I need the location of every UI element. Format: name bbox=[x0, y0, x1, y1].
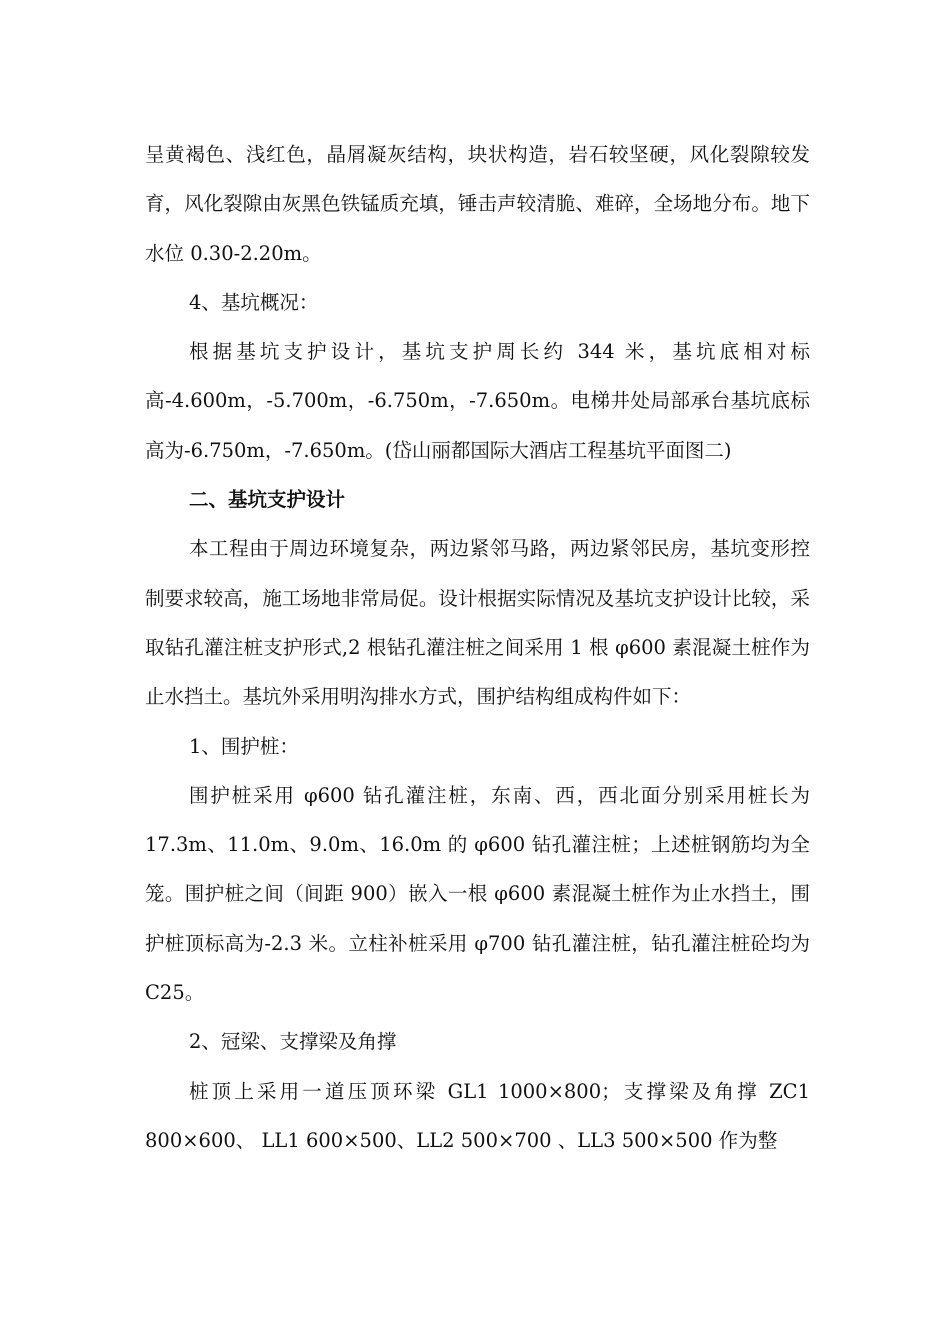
subheading-beams-braces: 2、冠梁、支撑梁及角撑 bbox=[189, 1030, 397, 1054]
paragraph-pit-overview: 根据基坑支护设计，基坑支护周长约 344 米，基坑底相对标高-4.600m，-5.700m，-6.750m，-7.650m。电梯井处局部承台基坑底标高为-6.750m，-7.650m。(岱山丽都国际大酒店工程基坑平面图二) bbox=[145, 340, 810, 462]
paragraph-geology: 呈黄褐色、浅红色，晶屑凝灰结构，块状构造，岩石较坚硬，风化裂隙较发育，风化裂隙由灰黑色铁锰质充填，锤击声较清脆、难碎，全场地分布。地下水位 0.30-2.20m。 bbox=[145, 143, 810, 265]
subheading-retaining-piles: 1、围护桩： bbox=[189, 734, 299, 758]
paragraph-support-design: 本工程由于周边环境复杂，两边紧邻马路，两边紧邻民房，基坑变形控制要求较高，施工场地非常局促。设计根据实际情况及基坑支护设计比较，采取钻孔灌注桩支护形式,2 根钻孔灌注桩之间采用 1 根 φ600 素混凝土桩作为止水挡土。基坑外采用明沟排水方式，围护结构组成构件如下： bbox=[145, 537, 810, 709]
paragraph-beams-braces: 桩顶上采用一道压顶环梁 GL1 1000×800；支撑梁及角撑 ZC1 800×600、 LL1 600×500、LL2 500×700 、LL3 500×500 作为整 bbox=[145, 1079, 810, 1152]
section-heading-support-design: 二、基坑支护设计 bbox=[189, 488, 346, 512]
subheading-pit-overview: 4、基坑概况： bbox=[189, 290, 319, 314]
document-body bbox=[145, 130, 810, 1165]
paragraph-retaining-piles: 围护桩采用 φ600 钻孔灌注桩，东南、西，西北面分别采用桩长为 17.3m、11.0m、9.0m、16.0m 的 φ600 钻孔灌注桩；上述桩钢筋均为全笼。围护桩之间（间距 900）嵌入一根 φ600 素混凝土桩作为止水挡土，围护桩顶标高为-2.3 米。立柱补桩采用 φ700 钻孔灌注桩，钻孔灌注桩砼均为 C25。 bbox=[145, 783, 810, 1005]
